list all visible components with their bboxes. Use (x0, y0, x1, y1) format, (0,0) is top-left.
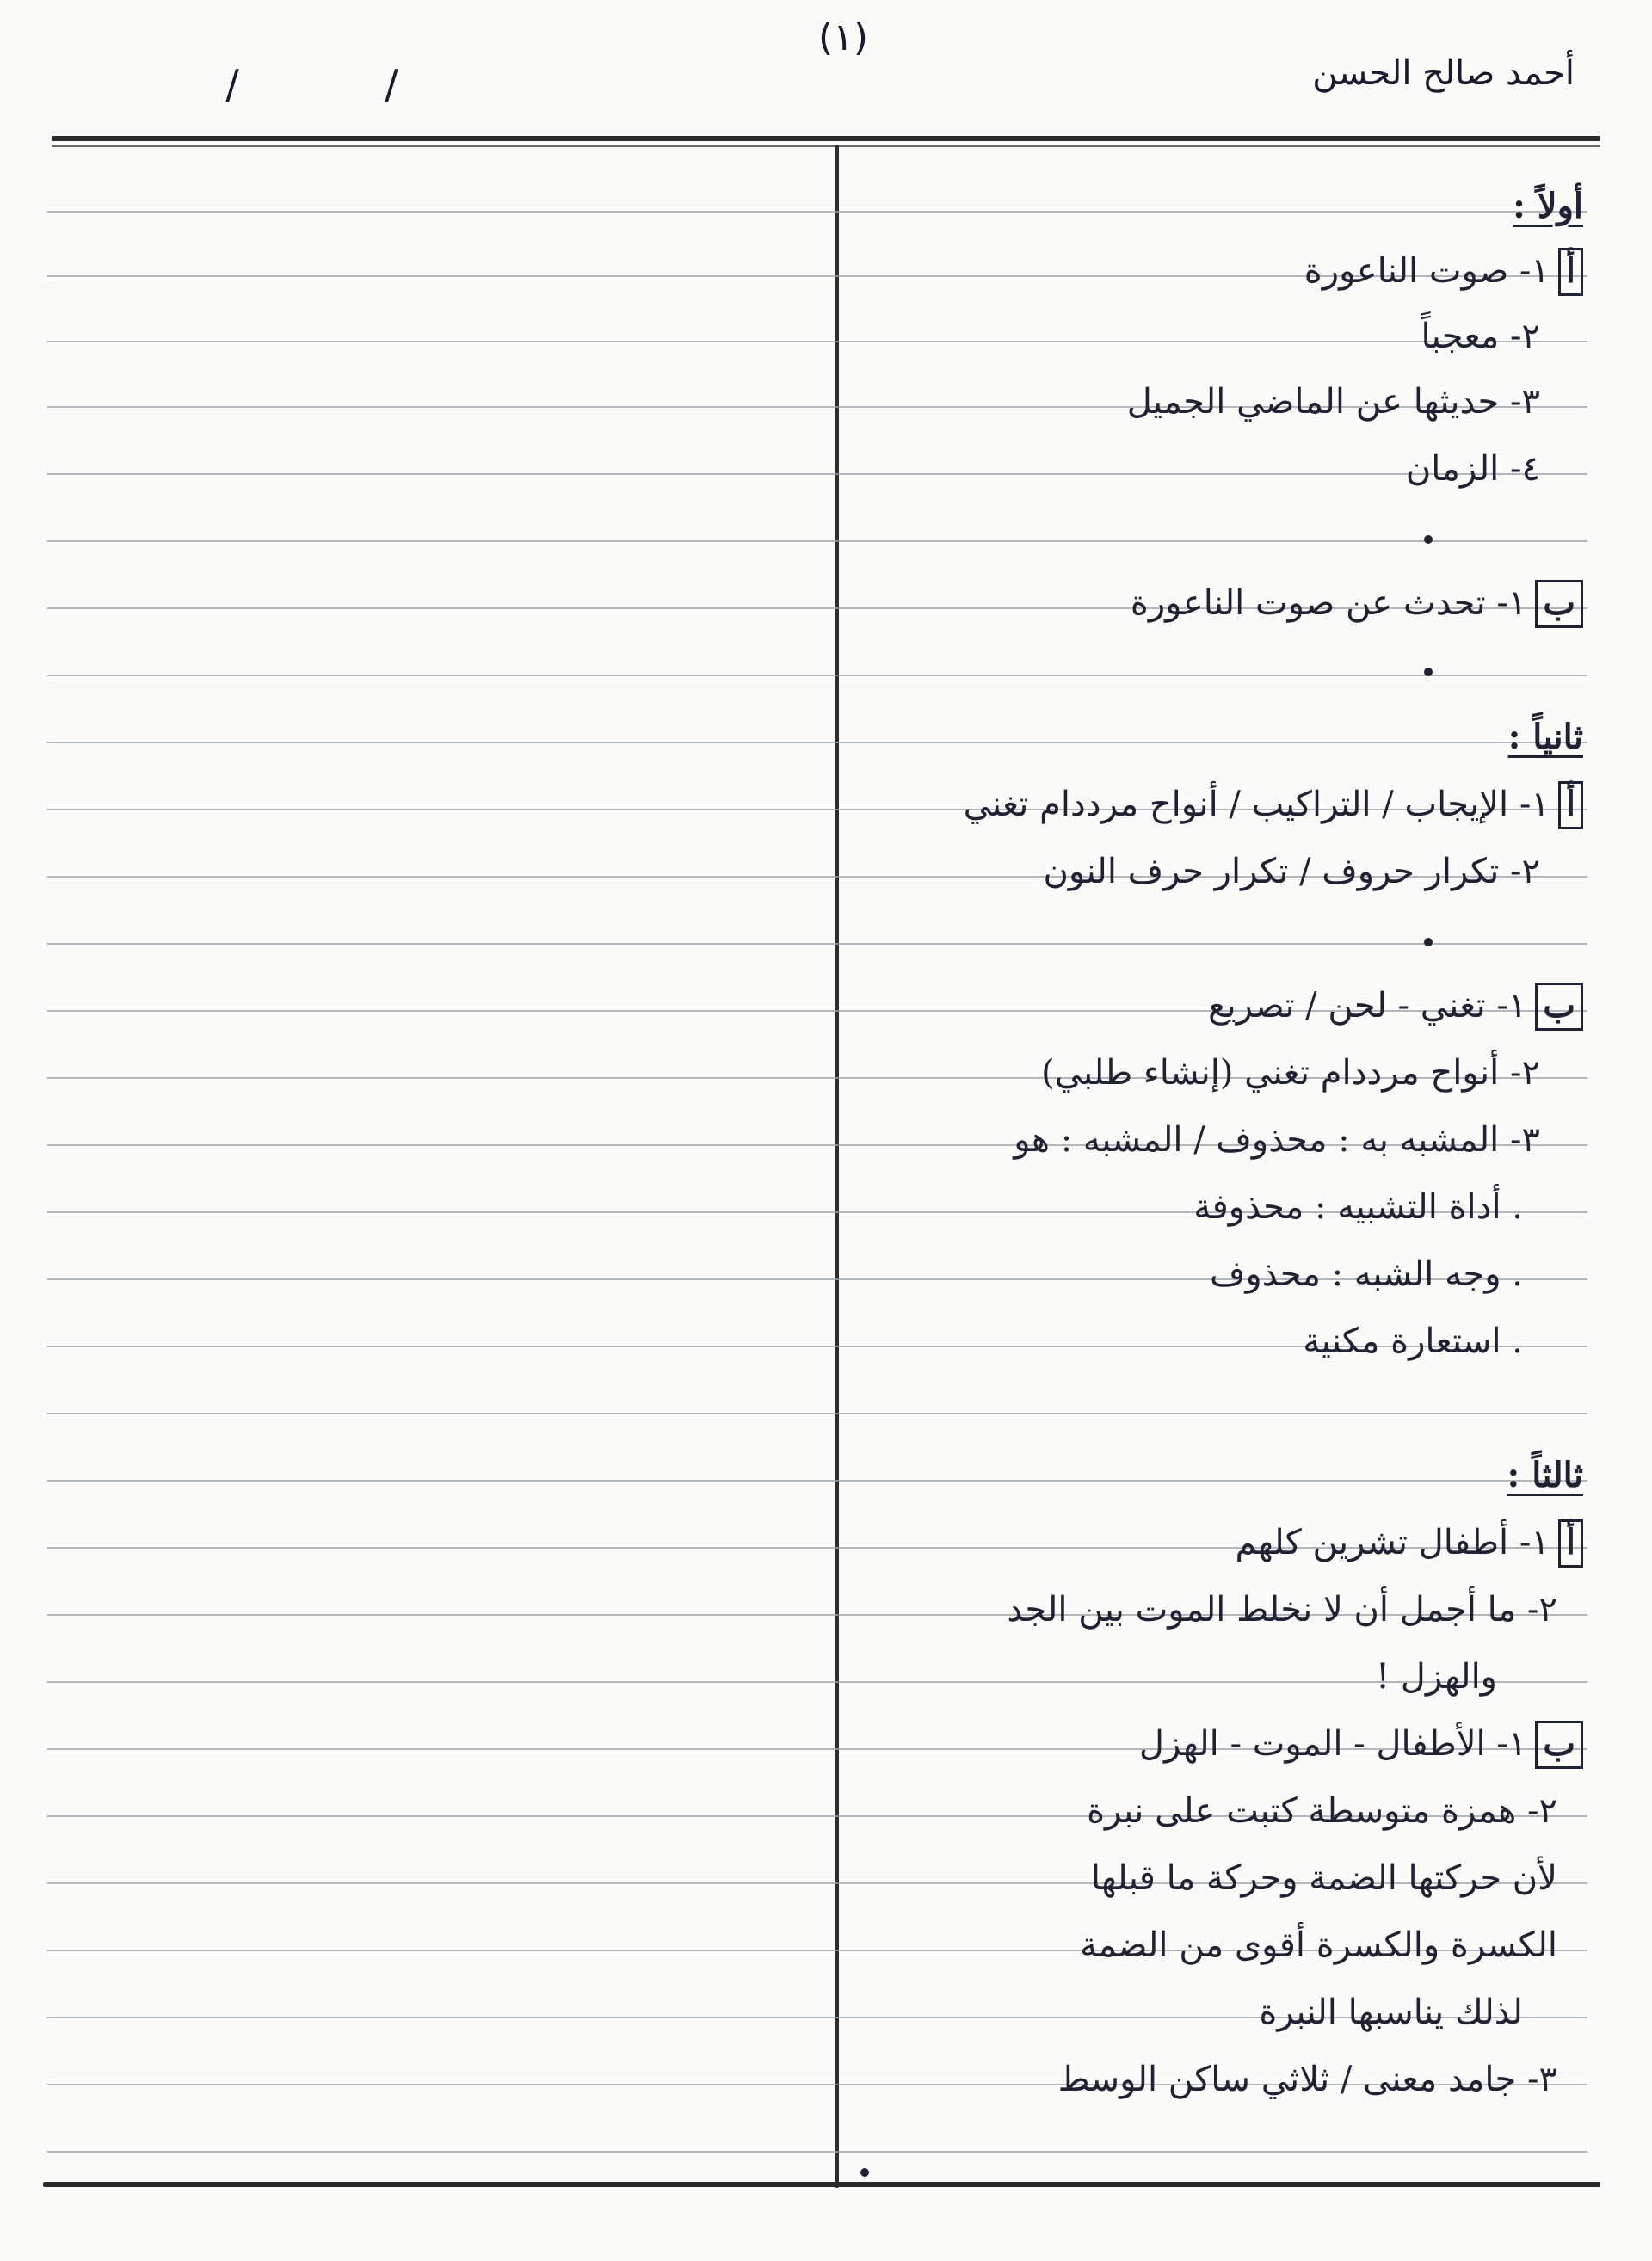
answer-line (809, 1714, 1583, 1774)
date-slash-left: / (225, 61, 239, 108)
answer-line (809, 774, 1583, 835)
answer-text: ١- صوت الناعورة (1304, 251, 1550, 291)
answer-text: ١- الإيجاب / التراكيب / أنواح مرددام تغني (963, 785, 1550, 824)
answer-line: الكسرة والكسرة أقوى من الضمة (1079, 1925, 1557, 1965)
answer-line: . أداة التشبيه : محذوفة (1193, 1187, 1523, 1227)
answer-text: ١- تغني - لحن / تصريع (1208, 986, 1527, 1026)
part-marker: أ (1558, 1519, 1583, 1568)
answer-text: ١- تحدث عن صوت الناعورة (1130, 583, 1527, 623)
section-heading-text: ثانياً : (1507, 717, 1583, 757)
answer-line: ٢- ما أجمل أن لا نخلط الموت بين الجد (1007, 1590, 1557, 1630)
header-rule (52, 136, 1600, 141)
ruled-line (47, 675, 1587, 676)
student-name: أحمد صالح الحسن (1312, 53, 1575, 93)
answer-line (809, 241, 1583, 301)
answer-line: ٣- حديثها عن الماضي الجميل (1126, 382, 1540, 422)
header-rule-secondary (52, 145, 1600, 147)
answer-line: ٣- جامد معنى / ثلاثي ساكن الوسط (1057, 2060, 1557, 2099)
part-marker: ب (1535, 580, 1583, 628)
answer-line: ٢- معجباً (1421, 317, 1540, 356)
answer-line: ٤- الزمان (1405, 449, 1540, 489)
ruled-line (47, 2151, 1587, 2153)
answer-line (809, 976, 1583, 1036)
answer-text: ١- الأطفال - الموت - الهزل (1138, 1724, 1527, 1764)
answer-line: لأن حركتها الضمة وحركة ما قبلها (1090, 1858, 1557, 1898)
page-number: (١) (818, 15, 868, 59)
ruled-line (47, 943, 1587, 945)
part-marker: أ (1558, 781, 1583, 829)
answer-line: والهزل ! (1376, 1657, 1497, 1697)
answer-line: ٢- تكرار حروف / تكرار حرف النون (1043, 852, 1540, 891)
section-heading-third (809, 1445, 1583, 1506)
answer-line: ٣- المشبه به : محذوف / المشبه : هو (1014, 1120, 1540, 1160)
answer-line (809, 573, 1583, 633)
date-slash-right: / (385, 61, 398, 108)
answer-line: . استعارة مكنية (1303, 1321, 1523, 1361)
answer-line: لذلك يناسبها النبرة (1259, 1993, 1523, 2032)
part-marker: ب (1535, 983, 1583, 1031)
answer-line: ٢- أنواح مرددام تغني (إنشاء طلبي) (1041, 1053, 1540, 1093)
answer-text: ١- أطفال تشرين كلهم (1235, 1523, 1550, 1562)
dot-mark (860, 2168, 869, 2177)
part-marker: أ (1558, 248, 1583, 296)
dot-mark (1424, 938, 1433, 946)
dot-mark (1424, 535, 1433, 544)
footer-rule (43, 2182, 1600, 2187)
section-heading-text: أولاً : (1513, 186, 1583, 226)
section-heading-first (809, 176, 1583, 237)
ruled-line (47, 540, 1587, 542)
answer-line: . وجه الشبه : محذوف (1209, 1254, 1523, 1294)
section-heading-second (809, 707, 1583, 767)
answer-line: ٢- همزة متوسطة كتبت على نبرة (1087, 1791, 1557, 1831)
part-marker: ب (1535, 1721, 1583, 1769)
section-heading-text: ثالثاً : (1507, 1455, 1583, 1495)
dot-mark (1424, 668, 1433, 676)
ruled-line (47, 1413, 1587, 1414)
answer-line (809, 1512, 1583, 1573)
